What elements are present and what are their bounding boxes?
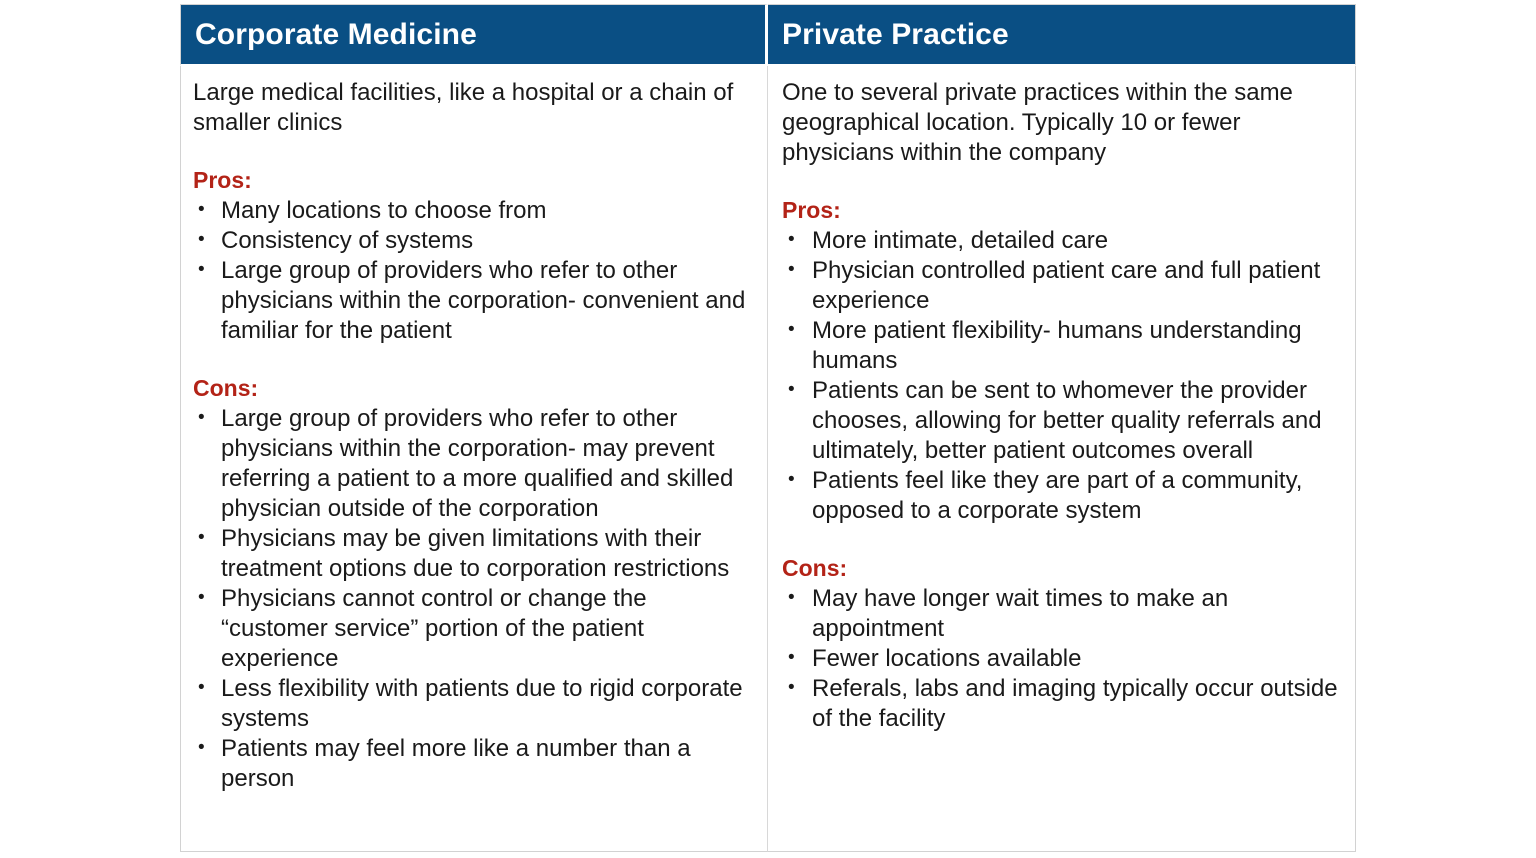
table-body <box>180 66 1356 852</box>
list-item: • Many locations to choose from <box>193 196 751 226</box>
cell-corporate-medicine <box>180 66 768 852</box>
corporate-pros-list <box>193 196 751 346</box>
list-item: • Physicians may be given limitations with their treatment options due to corporation restrictions <box>193 524 751 584</box>
list-item: • Physician controlled patient care and full patient experience <box>782 256 1339 316</box>
list-item: • Patients feel like they are part of a community, opposed to a corporate system <box>782 466 1339 526</box>
list-item: • Fewer locations available <box>782 644 1339 674</box>
private-pros-list <box>782 226 1339 526</box>
cell-private-practice <box>768 66 1356 852</box>
corporate-cons-list <box>193 404 751 794</box>
corporate-pros-label: Pros: <box>193 167 252 193</box>
list-item: • More patient flexibility- humans understanding humans <box>782 316 1339 376</box>
list-item: • Less flexibility with patients due to rigid corporate systems <box>193 674 751 734</box>
list-item: • Large group of providers who refer to other physicians within the corporation- may prevent referring a patient to a more qualified and skilled physician outside of the corporation <box>193 404 751 524</box>
list-item: • More intimate, detailed care <box>782 226 1339 256</box>
corporate-cons-label: Cons: <box>193 375 259 401</box>
comparison-table <box>180 4 1356 852</box>
list-item: • Patients may feel more like a number than a person <box>193 734 751 794</box>
table-header-row-group <box>180 4 1356 66</box>
list-item: • Referals, labs and imaging typically occur outside of the facility <box>782 674 1339 734</box>
private-intro-text: One to several private practices within the same geographical location. Typically 10 or fewer physicians within the company <box>782 79 1293 166</box>
list-item: • May have longer wait times to make an appointment <box>782 584 1339 644</box>
table-header-row <box>180 4 1356 66</box>
list-item: • Patients can be sent to whomever the provider chooses, allowing for better quality referrals and ultimately, better patient outcomes overall <box>782 376 1339 466</box>
private-cons-list <box>782 584 1339 734</box>
private-pros-label: Pros: <box>782 197 841 223</box>
table-row <box>180 66 1356 852</box>
corporate-intro-text: Large medical facilities, like a hospital or a chain of smaller clinics <box>193 79 734 136</box>
column-header-corporate-medicine: Corporate Medicine <box>180 4 768 66</box>
list-item: • Physicians cannot control or change the “customer service” portion of the patient experience <box>193 584 751 674</box>
list-item: • Consistency of systems <box>193 226 751 256</box>
list-item: • Large group of providers who refer to other physicians within the corporation- convenient and familiar for the patient <box>193 256 751 346</box>
private-cons-label: Cons: <box>782 555 848 581</box>
column-header-private-practice: Private Practice <box>768 4 1356 66</box>
